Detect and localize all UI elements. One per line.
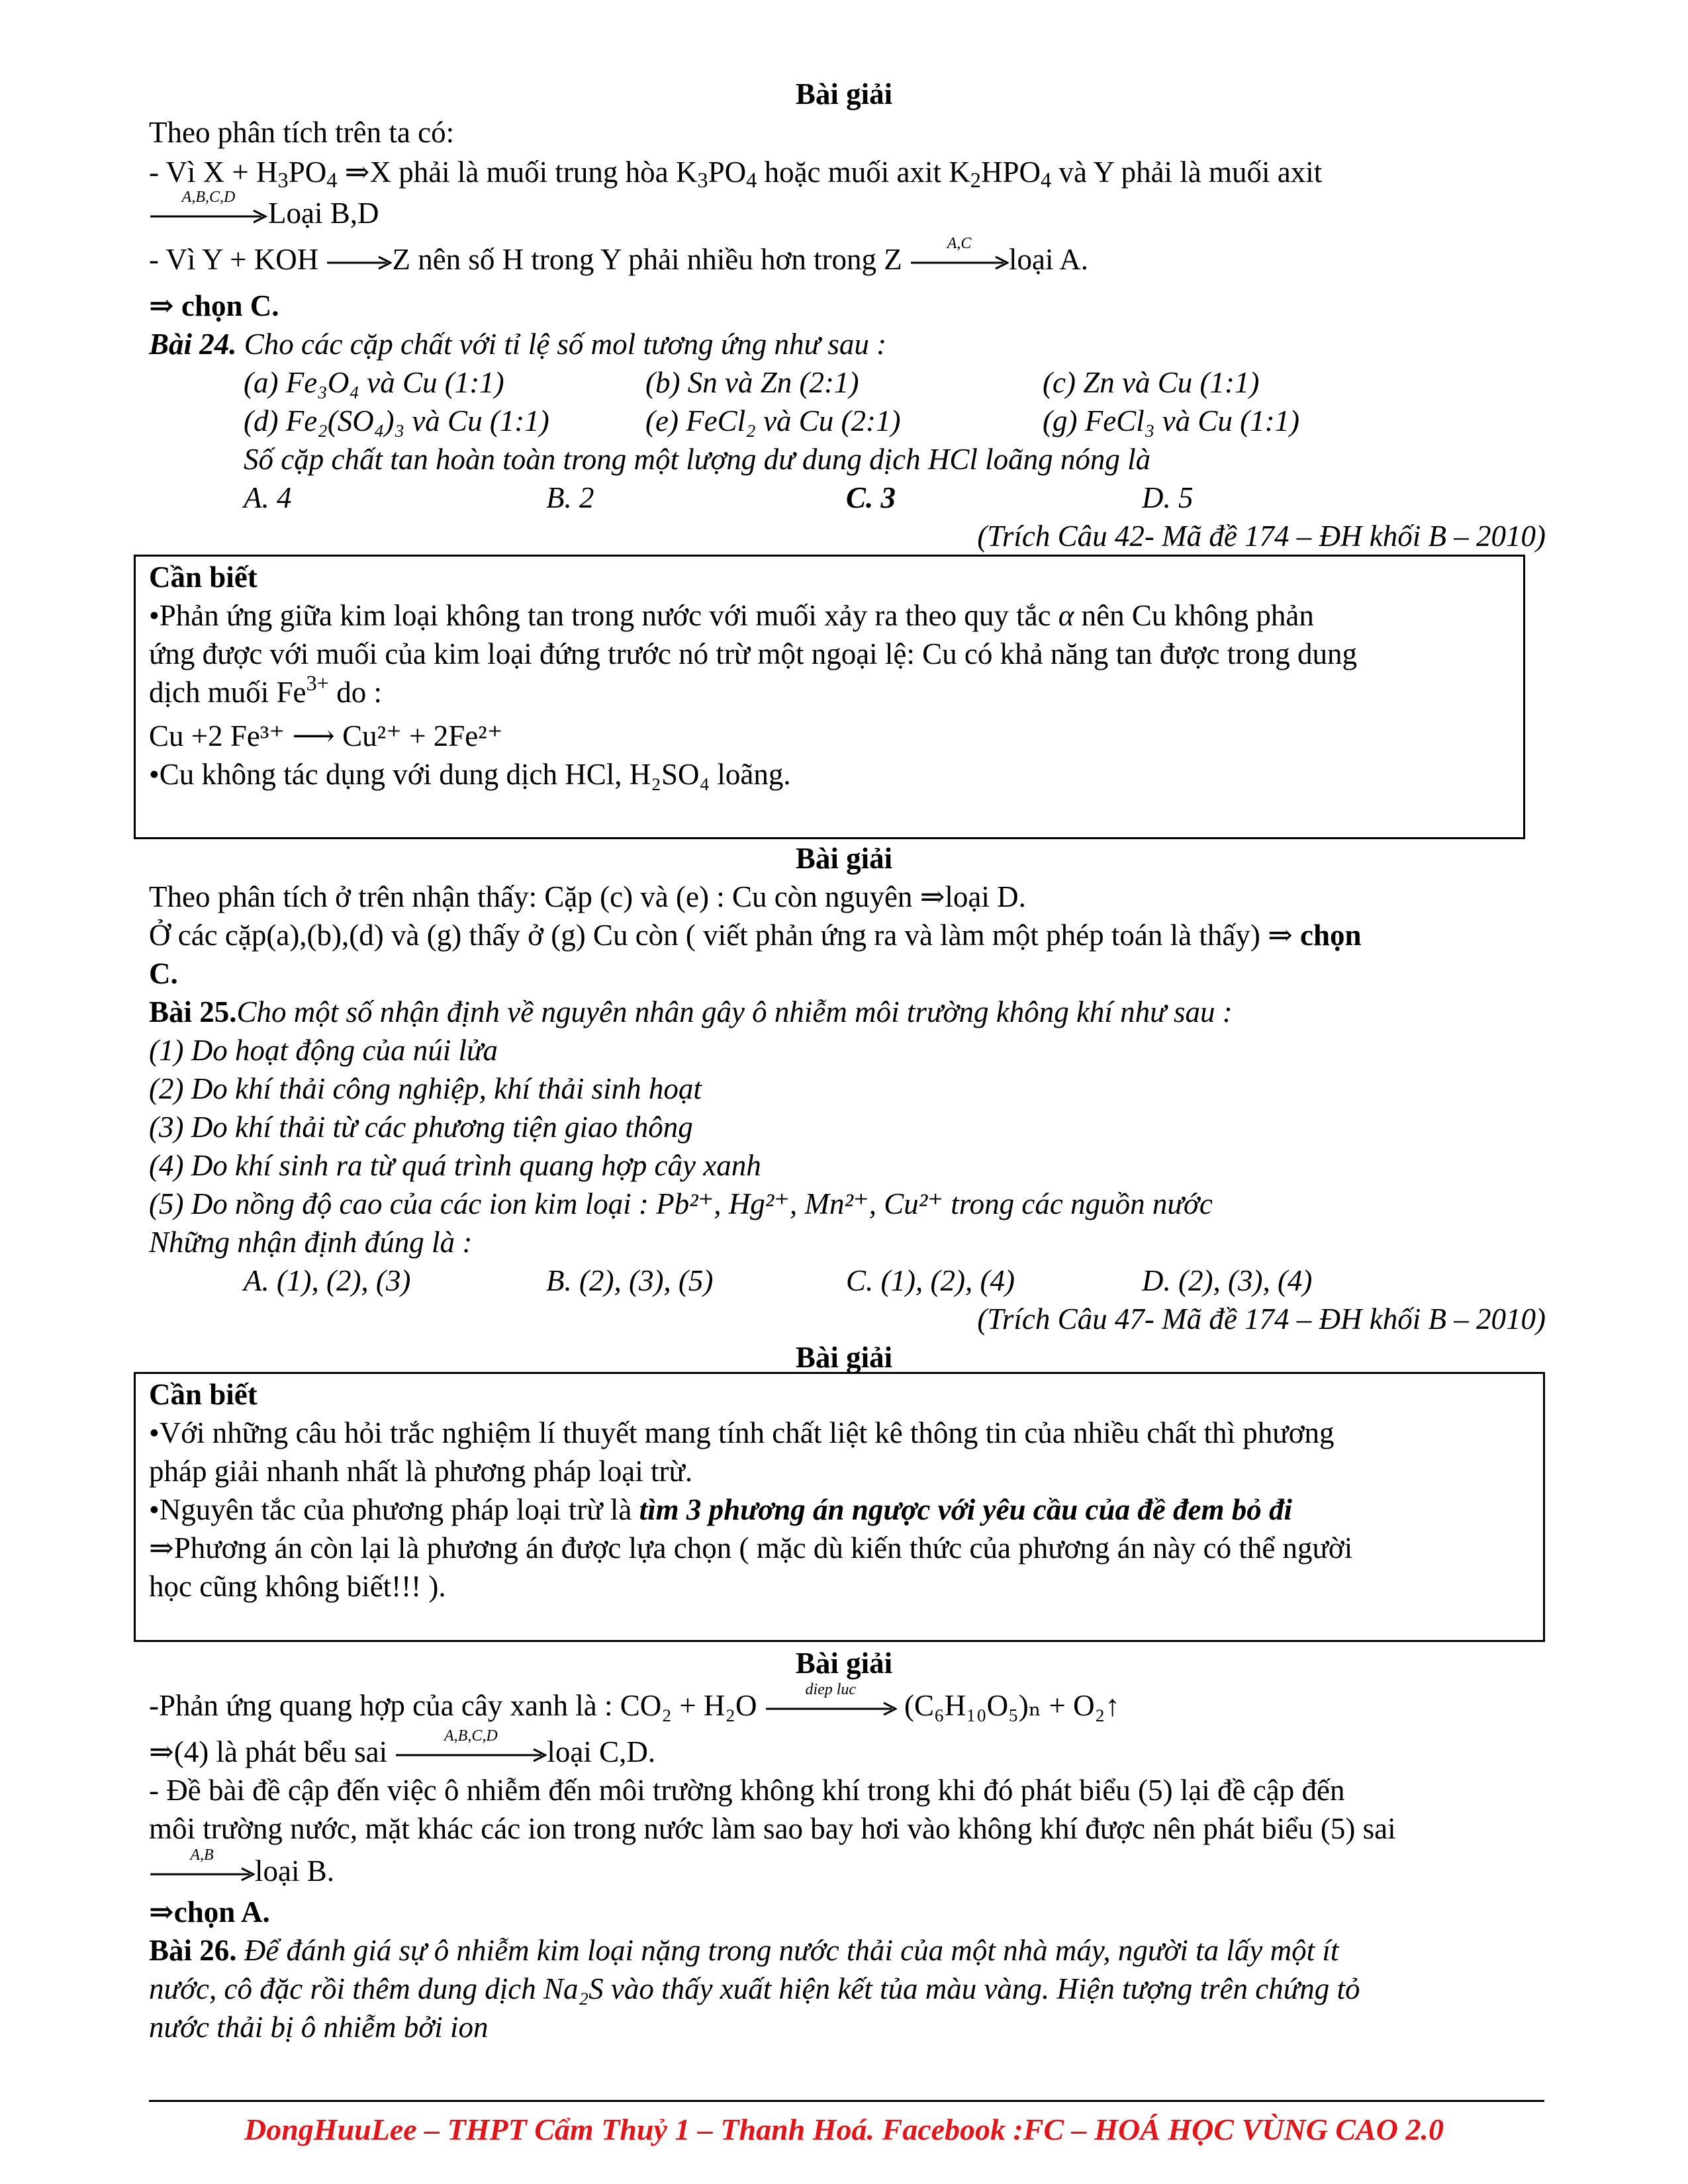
q24-option-a: (a) Fe₃O₄ và Cu (1:1) bbox=[244, 366, 504, 399]
q25-statement-1: (1) Do hoạt động của núi lửa bbox=[149, 1034, 498, 1067]
q24-question: Số cặp chất tan hoàn toàn trong một lượng dư dung dịch HCl loãng nóng là bbox=[244, 443, 1151, 476]
sol25-line5: A,B loại B. bbox=[149, 1856, 334, 1886]
box2-bullet2-line1: •Nguyên tắc của phương pháp loại trừ là tìm 3 phương án ngược với yêu cầu của đề đem bỏ đi bbox=[149, 1493, 1292, 1526]
heading-solution-3: Bài giải bbox=[795, 1341, 893, 1374]
implies-icon: ⇒ bbox=[149, 1531, 174, 1565]
sol25-line2: ⇒(4) là phát bểu sai A,B,C,D loại C,D. bbox=[149, 1727, 656, 1768]
implies-icon: ⇒ bbox=[149, 289, 174, 322]
sol23-choose: ⇒ chọn C. bbox=[149, 289, 279, 322]
implies-icon: ⇒ bbox=[344, 156, 370, 189]
q24-option-d: (d) Fe₂(SO₄)₃ và Cu (1:1) bbox=[244, 404, 549, 437]
q24-answer-d: D. 5 bbox=[1142, 481, 1194, 514]
arrow-icon: A,B bbox=[149, 1864, 255, 1884]
box1-bullet2: •Cu không tác dụng với dung dịch HCl, H₂SO₄ loãng. bbox=[149, 758, 791, 791]
implies-icon: ⇒ bbox=[1268, 919, 1293, 952]
sol24-line1: Theo phân tích ở trên nhận thấy: Cặp (c) và (e) : Cu còn nguyên ⇒loại D. bbox=[149, 880, 1026, 913]
sol25-line3: - Đề bài đề cập đến việc ô nhiễm đến môi trường không khí trong khi đó phát biểu (5) lại đề cập đến bbox=[149, 1774, 1345, 1807]
sol24-line3: C. bbox=[149, 957, 178, 990]
q24-answer-c: C. 3 bbox=[846, 481, 896, 514]
bullet-icon: • bbox=[149, 1416, 160, 1449]
q24-title-line: Bài 24. Cho các cặp chất với tỉ lệ số mol tương ứng như sau : bbox=[149, 328, 887, 361]
heading-solution-1: Bài giải bbox=[795, 77, 893, 111]
q25-statement-5: (5) Do nồng độ cao của các ion kim loại : Pb²⁺, Hg²⁺, Mn²⁺, Cu²⁺ trong các nguồn nước bbox=[149, 1187, 1213, 1220]
box2-bullet1-line2: pháp giải nhanh nhất là phương pháp loại trừ. bbox=[149, 1455, 693, 1488]
q24-option-g: (g) FeCl₃ và Cu (1:1) bbox=[1043, 404, 1300, 437]
arrow-icon: A,C bbox=[910, 253, 1009, 273]
box1-equation: Cu +2 Fe³⁺ ⟶ Cu²⁺ + 2Fe²⁺ bbox=[149, 719, 503, 752]
bullet-icon: • bbox=[149, 1493, 160, 1526]
q25-answer-d: D. (2), (3), (4) bbox=[1142, 1264, 1313, 1297]
arrow-icon bbox=[326, 253, 392, 273]
q25-answer-c: C. (1), (2), (4) bbox=[846, 1264, 1015, 1297]
q24-answer-b: B. 2 bbox=[546, 481, 594, 514]
q26-line1: Bài 26. Để đánh giá sự ô nhiễm kim loại nặng trong nước thải của một nhà máy, người ta lấy một ít bbox=[149, 1934, 1339, 1967]
box1-bullet1-line3: dịch muối $Fe^{3+}$ do : bbox=[149, 672, 382, 709]
q25-question: Những nhận định đúng là : bbox=[149, 1226, 473, 1259]
heading-solution-2: Bài giải bbox=[795, 842, 893, 875]
q25-statement-3: (3) Do khí thải từ các phương tiện giao thông bbox=[149, 1111, 693, 1144]
implies-icon: ⇒ bbox=[149, 1735, 174, 1768]
box2-bullet2-line3: học cũng không biết!!! ). bbox=[149, 1570, 446, 1603]
arrow-icon: A,B,C,D bbox=[149, 206, 268, 226]
q25-answer-b: B. (2), (3), (5) bbox=[546, 1264, 714, 1297]
box2-bullet1-line1: •Với những câu hỏi trắc nghiệm lí thuyết mang tính chất liệt kê thông tin của nhiều chất thì phương bbox=[149, 1416, 1335, 1449]
implies-icon: ⇒ bbox=[919, 880, 945, 913]
sol23-line1: Theo phân tích trên ta có: bbox=[149, 116, 455, 149]
q26-line3: nước thải bị ô nhiễm bởi ion bbox=[149, 2011, 489, 2044]
box1-bullet1-line1: •Phản ứng giữa kim loại không tan trong nước với muối xảy ra theo quy tắc α nên Cu không phản bbox=[149, 599, 1314, 632]
sol23-line2: - Vì $X + H_3PO_4$ ⇒X phải là muối trung hòa $K_3PO_4$ hoặc muối axit $K_2HPO_4$ và Y phải là muối axit bbox=[149, 156, 1323, 193]
q24-option-c: (c) Zn và Cu (1:1) bbox=[1043, 366, 1260, 399]
box1-title: Cần biết bbox=[149, 561, 258, 594]
sol25-line1: -Phản ứng quang hợp của cây xanh là : CO₂ + H₂O diep luc (C₆H₁₀O₅)ₙ + O₂↑ bbox=[149, 1680, 1120, 1722]
q25-title-line: Bài 25.Cho một số nhận định về nguyên nhân gây ô nhiễm môi trường không khí như sau : bbox=[149, 995, 1233, 1028]
sol23-line4: - Vì Y + KOH Z nên số H trong Y phải nhiều hơn trong Z A,C loại A. bbox=[149, 234, 1089, 276]
footer-text: DongHuuLee – THPT Cẩm Thuỷ 1 – Thanh Hoá. Facebook :FC – HOÁ HỌC VÙNG CAO 2.0 bbox=[244, 2113, 1444, 2146]
heading-solution-4: Bài giải bbox=[795, 1647, 893, 1680]
q25-statement-4: (4) Do khí sinh ra từ quá trình quang hợp cây xanh bbox=[149, 1149, 761, 1182]
alpha-symbol: α bbox=[1058, 599, 1074, 632]
bullet-icon: • bbox=[149, 758, 160, 791]
q25-answer-a: A. (1), (2), (3) bbox=[244, 1264, 411, 1297]
q24-option-b: (b) Sn và Zn (2:1) bbox=[645, 366, 859, 399]
q24-answer-a: A. 4 bbox=[244, 481, 292, 514]
arrow-icon: diep luc bbox=[765, 1699, 897, 1719]
sol23-line3: A,B,C,D Loại B,D bbox=[149, 199, 379, 228]
sol24-line2: Ở các cặp(a),(b),(d) và (g) thấy ở (g) Cu còn ( viết phản ứng ra và làm một phép toán là thấy) ⇒ chọn bbox=[149, 919, 1362, 952]
box1-bullet1-line2: ứng được với muối của kim loại đứng trước nó trừ một ngoại lệ: Cu có khả năng tan được trong dung bbox=[149, 637, 1357, 670]
q26-line2: nước, cô đặc rồi thêm dung dịch Na₂S vào thấy xuất hiện kết tủa màu vàng. Hiện tượng trên chứng tỏ bbox=[149, 1972, 1360, 2005]
footer-rule bbox=[149, 2100, 1544, 2102]
q25-source: (Trích Câu 47- Mã đề 174 – ĐH khối B – 2010) bbox=[977, 1302, 1546, 1336]
q25-statement-2: (2) Do khí thải công nghiệp, khí thải sinh hoạt bbox=[149, 1072, 702, 1105]
sol25-choose: ⇒chọn A. bbox=[149, 1895, 270, 1929]
bullet-icon: • bbox=[149, 599, 160, 632]
box2-bullet2-line2: ⇒Phương án còn lại là phương án được lựa chọn ( mặc dù kiến thức của phương án này có thể người bbox=[149, 1531, 1353, 1565]
box2-title: Cần biết bbox=[149, 1378, 258, 1411]
q24-source: (Trích Câu 42- Mã đề 174 – ĐH khối B – 2010) bbox=[977, 520, 1546, 553]
sol25-line4: môi trường nước, mặt khác các ion trong nước làm sao bay hơi vào không khí được nên phát biểu (5) sai bbox=[149, 1812, 1396, 1845]
arrow-icon: A,B,C,D bbox=[395, 1745, 547, 1765]
q24-option-e: (e) FeCl₂ và Cu (2:1) bbox=[645, 404, 901, 437]
implies-icon: ⇒ bbox=[149, 1895, 174, 1929]
